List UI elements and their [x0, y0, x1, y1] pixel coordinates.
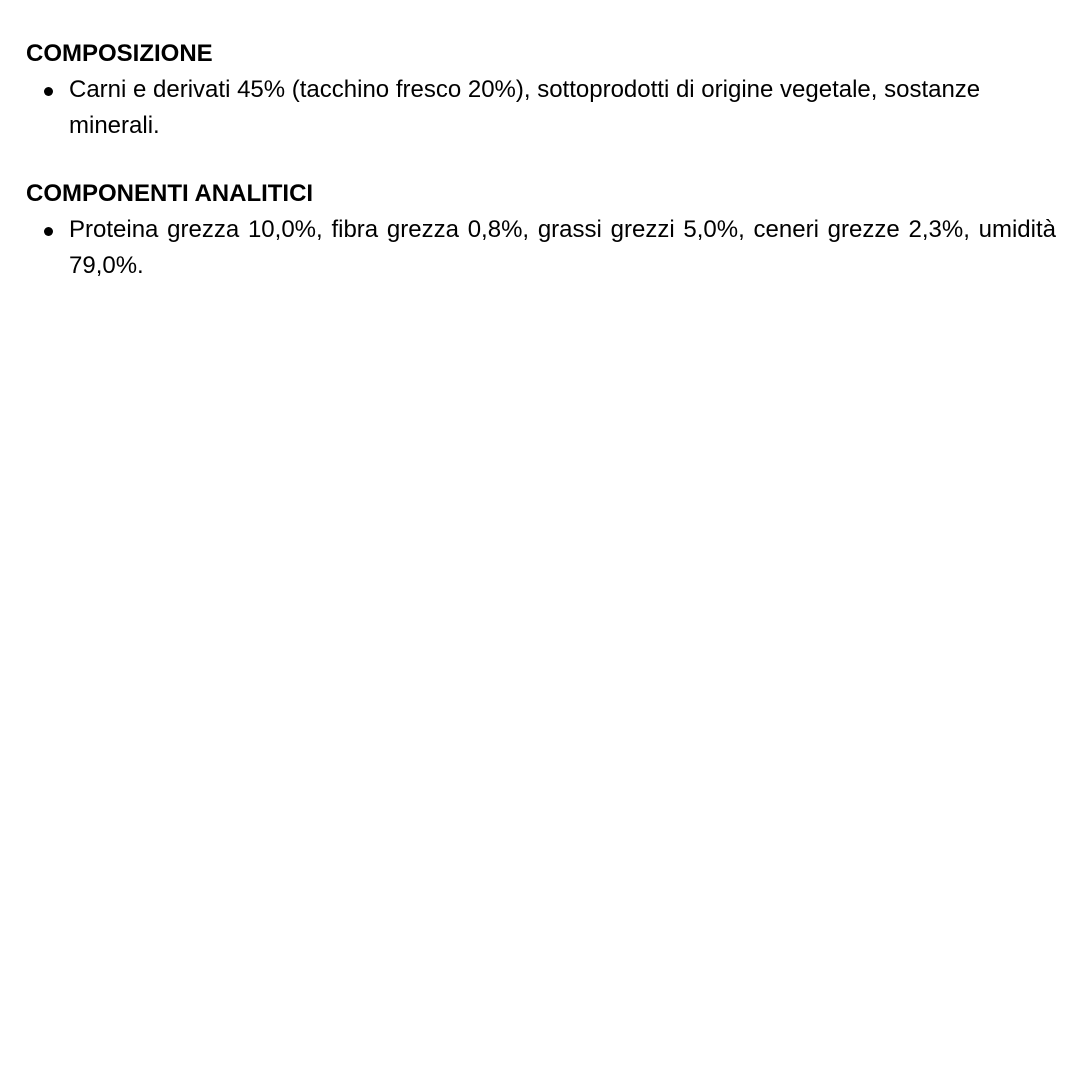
analytical-components-list [26, 212, 1056, 284]
product-info-document [26, 36, 1056, 284]
composition-list-item [26, 72, 1056, 144]
analytical-components-item-text: Proteina grezza 10,0%, fibra grezza 0,8%, grassi grezzi 5,0%, ceneri grezze 2,3%, umidità 79,0%. [69, 216, 1056, 279]
bullet-icon [44, 87, 53, 96]
composition-section [26, 36, 1056, 144]
bullet-icon [44, 227, 53, 236]
analytical-components-heading: COMPONENTI ANALITICI [26, 180, 314, 207]
composition-list [26, 72, 1056, 144]
analytical-components-list-item [26, 212, 1056, 284]
composition-heading: COMPOSIZIONE [26, 40, 213, 67]
composition-item-text: Carni e derivati 45% (tacchino fresco 20%), sottoprodotti di origine vegetale, sostanze minerali. [69, 76, 981, 139]
analytical-components-section [26, 176, 1056, 284]
